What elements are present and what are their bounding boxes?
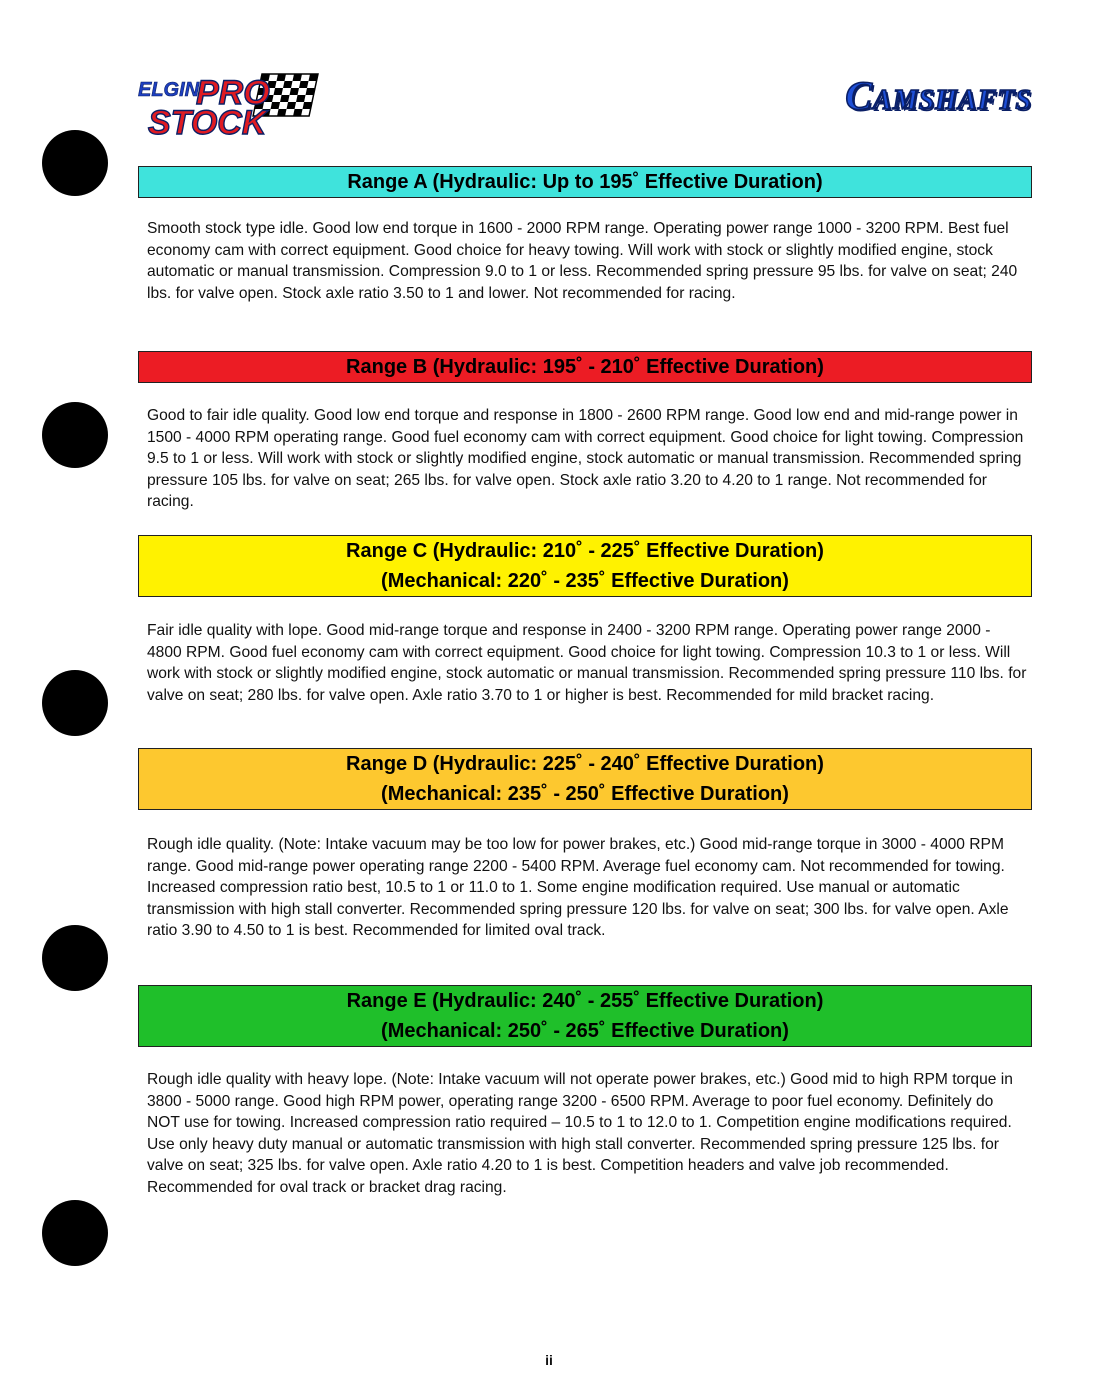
range-e-description: Rough idle quality with heavy lope. (Note: Intake vacuum will not operate power brakes, etc.) Good mid to high RPM torque in 3800 - 5000 range. Good high RPM power, operating range 3200 - 6500 RPM. Average to poor fuel economy. Definitely do NOT use for towing. Increased compression ratio required – 10.5 to 1 to 12.0 to 1. Competition engine modifications required. Use only heavy duty manual or automatic transmission with high stall converter. Recommended spring pressure 125 lbs. for valve on seat; 325 lbs. for valve open. Axle ratio 4.20 to 1 is best. Competition headers and valve job recommended. Recommended for oval track or bracket drag racing. (147, 1071, 1013, 1196)
page-number: ii (545, 1352, 553, 1368)
range-c-heading-line-1: Range C (Hydraulic: 210˚ - 225˚ Effective Duration) (346, 540, 824, 562)
elgin-pro-stock-logo (134, 70, 324, 142)
binder-hole (42, 670, 108, 736)
range-b-heading-line-1: Range B (Hydraulic: 195˚ - 210˚ Effective Duration) (346, 356, 824, 378)
svg-text:STOCK: STOCK (148, 104, 267, 142)
range-c-heading (138, 535, 1032, 597)
range-d-description: Rough idle quality. (Note: Intake vacuum may be too low for power brakes, etc.) Good mid-range torque in 3000 - 4000 RPM range. Good mid-range power operating range 2200 - 5400 RPM. Average fuel economy cam. Not recommended for towing. Increased compression ratio best, 10.5 to 1 or 11.0 to 1. Some engine modification required. Use manual or automatic transmission with high stall converter. Recommended spring pressure 120 lbs. for valve on seat; 300 lbs. for valve open. Axle ratio 3.90 to 4.50 to 1 is best. Recommended for limited oval track. (147, 836, 1009, 940)
range-e-heading-line-2: (Mechanical: 250˚ - 265˚ Effective Duration) (381, 1020, 789, 1042)
svg-text:ELGIN: ELGIN (138, 79, 200, 101)
range-d-heading-line-2: (Mechanical: 235˚ - 250˚ Effective Duration) (381, 783, 789, 805)
range-e-heading (138, 985, 1032, 1047)
range-d-heading-line-1: Range D (Hydraulic: 225˚ - 240˚ Effective Duration) (346, 753, 824, 775)
range-b-description: Good to fair idle quality. Good low end torque and response in 1800 - 2600 RPM range. Good low end and mid-range power in 1500 - 4000 RPM operating range. Good fuel economy cam with correct equipment. Good choice for light towing. Compression 9.5 to 1 or less. Will work with stock or slightly modified engine, stock automatic or manual transmission. Recommended spring pressure 105 lbs. for valve on seat; 265 lbs. for valve open. Stock axle ratio 3.20 to 4.20 to 1 range. Not recommended for racing. (147, 407, 1024, 511)
page-title: Camshafts (845, 73, 1032, 118)
range-c-heading-line-2: (Mechanical: 220˚ - 235˚ Effective Duration) (381, 570, 789, 592)
range-c-description: Fair idle quality with lope. Good mid-range torque and response in 2400 - 3200 RPM range. Operating power range 2000 - 4800 RPM. Good fuel economy cam with correct equipment. Good choice for light towing. Compression 10.3 to 1 or less. Will work with stock or slightly modified engine, stock automatic or manual transmission. Recommended spring pressure 110 lbs. for valve on seat; 280 lbs. for valve open. Axle ratio 3.70 to 1 or higher is best. Recommended for mild bracket racing. (147, 622, 1027, 704)
range-a-description: Smooth stock type idle. Good low end torque in 1600 - 2000 RPM range. Operating power range 1000 - 3200 RPM. Best fuel economy cam with correct equipment. Good choice for heavy towing. Will work with stock or slightly modified engine, stock automatic or manual transmission. Compression 9.0 to 1 or less. Recommended spring pressure 95 lbs. for valve on seat; 240 lbs. for valve open. Stock axle ratio 3.50 to 1 and lower. Not recommended for racing. (147, 220, 1018, 302)
range-d-heading (138, 748, 1032, 810)
svg-text:PRO: PRO (196, 74, 270, 112)
range-b-heading (138, 351, 1032, 383)
range-a-heading-line-1: Range A (Hydraulic: Up to 195˚ Effective Duration) (347, 171, 823, 193)
binder-hole (42, 402, 108, 468)
binder-hole (42, 1200, 108, 1266)
range-a-heading (138, 166, 1032, 198)
binder-hole (42, 130, 108, 196)
binder-hole (42, 925, 108, 991)
range-e-heading-line-1: Range E (Hydraulic: 240˚ - 255˚ Effective Duration) (346, 990, 824, 1012)
